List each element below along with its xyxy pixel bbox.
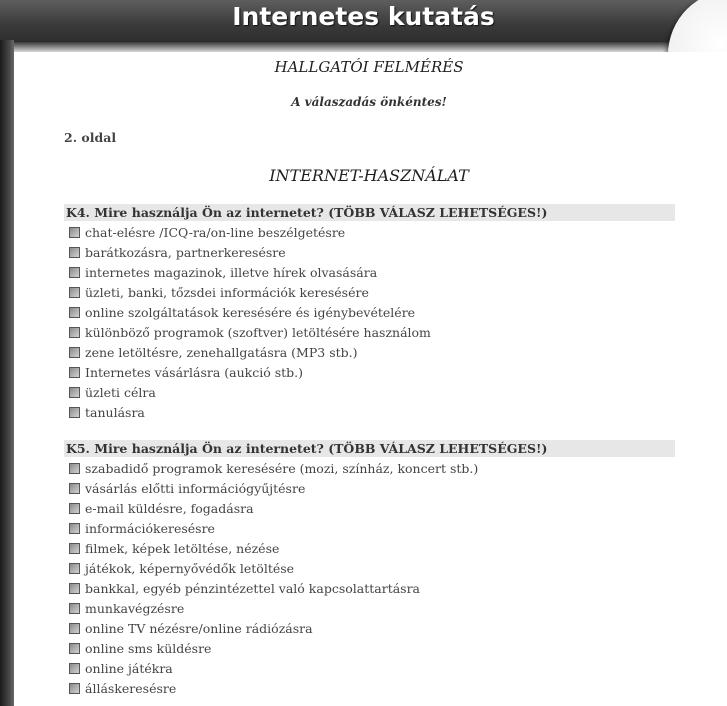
answer-option-label: e-mail küldésre, fogadásra [85, 500, 254, 516]
answer-option-label: információkeresésre [85, 520, 215, 536]
checkbox[interactable] [69, 663, 80, 674]
answer-option[interactable] [69, 458, 478, 478]
answer-option[interactable] [69, 538, 478, 558]
answer-option-label: álláskeresésre [85, 680, 177, 696]
answer-option-label: bankkal, egyéb pénzintézettel való kapcsolattartásra [85, 580, 421, 596]
checkbox[interactable] [69, 367, 80, 378]
checkbox[interactable] [69, 307, 80, 318]
page-number: 2. oldal [64, 130, 117, 145]
answer-option[interactable] [69, 242, 431, 262]
app-title: Internetes kutatás [232, 2, 495, 31]
answer-option-label: vásárlás előtti információgyűjtésre [85, 480, 306, 496]
answer-option[interactable] [69, 498, 478, 518]
checkbox[interactable] [69, 543, 80, 554]
checkbox[interactable] [69, 287, 80, 298]
section-title: INTERNET-HASZNÁLAT [269, 166, 469, 185]
answer-option[interactable] [69, 618, 478, 638]
answer-option-label: online játékra [85, 660, 173, 676]
checkbox[interactable] [69, 347, 80, 358]
header-bar [0, 0, 727, 46]
answer-option-label: online sms küldésre [85, 640, 212, 656]
answer-option[interactable] [69, 282, 431, 302]
answer-option[interactable] [69, 322, 431, 342]
answer-option-label: munkavégzésre [85, 600, 185, 616]
left-border [0, 40, 14, 706]
answer-option[interactable] [69, 578, 478, 598]
answer-option[interactable] [69, 658, 478, 678]
answer-option-label: chat-elésre /ICQ-ra/on-line beszélgetésre [85, 224, 346, 240]
answer-option-label: különböző programok (szoftver) letöltésére használom [85, 324, 431, 340]
checkbox[interactable] [69, 623, 80, 634]
answer-option[interactable] [69, 518, 478, 538]
answer-option[interactable] [69, 302, 431, 322]
checkbox[interactable] [69, 267, 80, 278]
question-k4: K4. Mire használja Ön az internetet? (TÖBB VÁLASZ LEHETSÉGES!) [64, 204, 675, 221]
answer-option-label: játékok, képernyővédők letöltése [85, 560, 295, 576]
answer-option-label: zene letöltésre, zenehallgatásra (MP3 stb.) [85, 344, 358, 360]
survey-content [14, 52, 727, 706]
answer-option-label: üzleti, banki, tőzsdei információk keresésére [85, 284, 369, 300]
checkbox[interactable] [69, 227, 80, 238]
question-k4-options [69, 222, 431, 422]
checkbox[interactable] [69, 643, 80, 654]
checkbox[interactable] [69, 683, 80, 694]
answer-option-label: tanulásra [85, 404, 145, 420]
answer-option-label: internetes magazinok, illetve hírek olvasására [85, 264, 378, 280]
survey-title: HALLGATÓI FELMÉRÉS [274, 58, 464, 76]
checkbox[interactable] [69, 407, 80, 418]
answer-option[interactable] [69, 402, 431, 422]
question-k5: K5. Mire használja Ön az internetet? (TÖBB VÁLASZ LEHETSÉGES!) [64, 440, 675, 457]
answer-option-label: üzleti célra [85, 384, 156, 400]
checkbox[interactable] [69, 247, 80, 258]
checkbox[interactable] [69, 387, 80, 398]
answer-option-label: online TV nézésre/online rádiózásra [85, 620, 313, 636]
checkbox[interactable] [69, 483, 80, 494]
answer-option[interactable] [69, 382, 431, 402]
checkbox[interactable] [69, 327, 80, 338]
checkbox[interactable] [69, 583, 80, 594]
answer-option[interactable] [69, 598, 478, 618]
answer-option[interactable] [69, 362, 431, 382]
answer-option-label: Internetes vásárlásra (aukció stb.) [85, 364, 304, 380]
question-k5-options [69, 458, 478, 698]
answer-option[interactable] [69, 262, 431, 282]
answer-option-label: online szolgáltatások keresésére és igénybevételére [85, 304, 416, 320]
checkbox[interactable] [69, 523, 80, 534]
voluntary-notice: A válaszadás önkéntes! [291, 95, 447, 109]
checkbox[interactable] [69, 503, 80, 514]
answer-option[interactable] [69, 222, 431, 242]
answer-option[interactable] [69, 558, 478, 578]
checkbox[interactable] [69, 563, 80, 574]
checkbox[interactable] [69, 463, 80, 474]
answer-option-label: szabadidő programok keresésére (mozi, színház, koncert stb.) [85, 460, 479, 476]
answer-option-label: filmek, képek letöltése, nézése [85, 540, 280, 556]
answer-option[interactable] [69, 478, 478, 498]
answer-option[interactable] [69, 678, 478, 698]
answer-option-label: barátkozásra, partnerkeresésre [85, 244, 286, 260]
checkbox[interactable] [69, 603, 80, 614]
answer-option[interactable] [69, 342, 431, 362]
header-shadow [14, 42, 727, 52]
answer-option[interactable] [69, 638, 478, 658]
